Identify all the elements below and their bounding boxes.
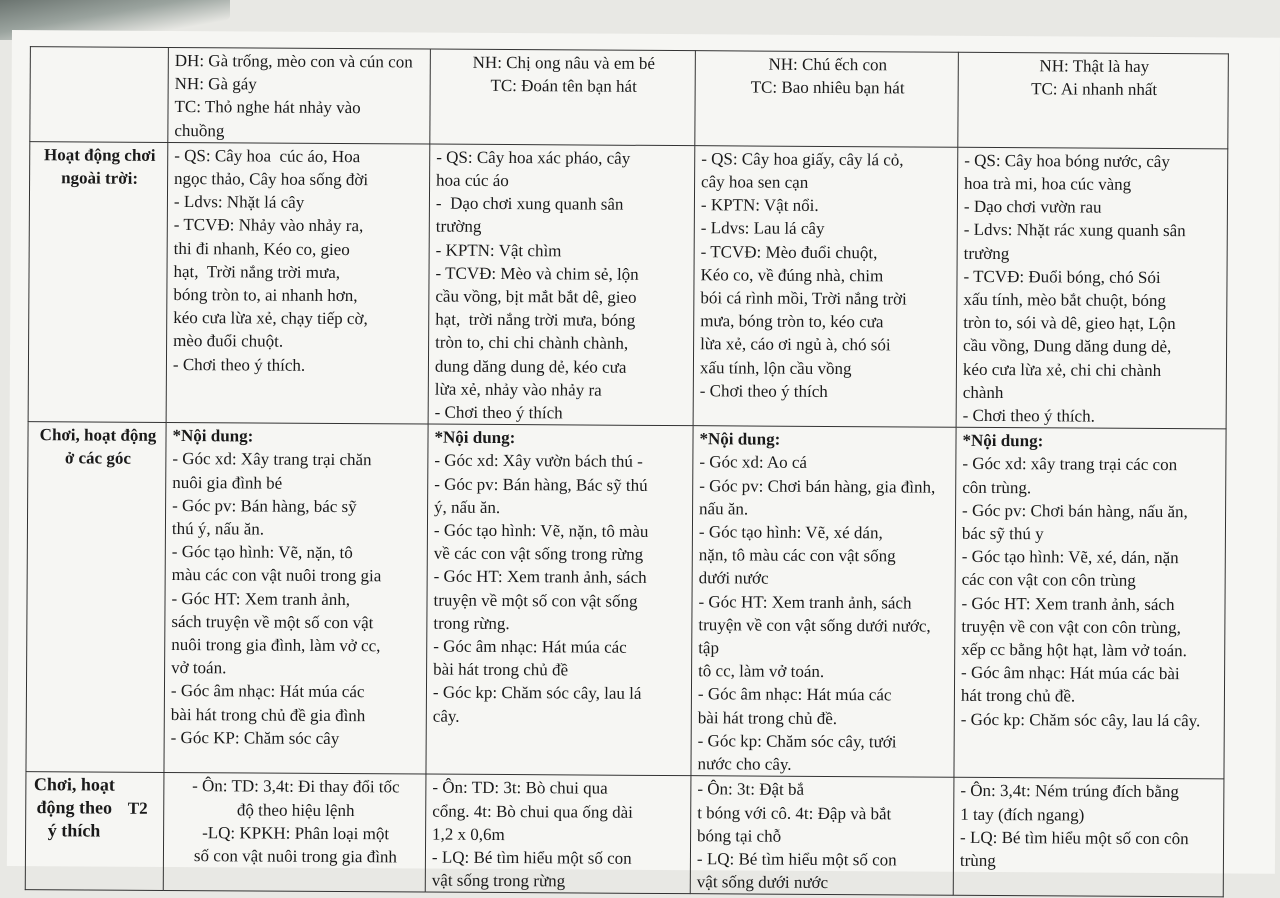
cell-line: *Nội dung: — [434, 427, 516, 448]
cell-line: chuồng — [174, 120, 225, 140]
cell-line: - QS: Cây hoa giấy, cây lá cỏ, — [701, 149, 904, 170]
cell-line: ý, nấu ăn. — [434, 497, 501, 517]
cell-line: - Góc âm nhạc: Hát múa các — [697, 684, 892, 705]
cell-learning-col2 — [425, 774, 691, 894]
cell-line: 1,2 x 0,6m — [432, 824, 505, 844]
cell-line: nuôi trong gia đình, làm vở cc, — [171, 635, 381, 656]
cell-line: côn trùng. — [962, 477, 1032, 497]
cell-line: ngọc thảo, Cây hoa sống đời — [174, 169, 369, 190]
cell-outdoor-col2 — [428, 144, 695, 426]
day-label: T2 — [127, 798, 148, 819]
cell-line: - Góc tạo hình: Vẽ, xé dán, — [698, 522, 883, 543]
cell-line: mưa, bóng tròn to, kéo cưa — [700, 311, 884, 332]
cell-line: t bóng với cô. 4t: Đập và bắt — [697, 802, 892, 823]
cell-line: bài hát trong chủ đề gia đình — [170, 704, 366, 725]
cell-line: - Chơi theo ý thích — [699, 381, 828, 401]
cell-line: *Nội dung: — [172, 426, 254, 446]
cell-line: vật sống trong rừng — [431, 870, 566, 891]
cell-line: - QS: Cây hoa bóng nước, cây — [964, 150, 1170, 171]
cell-line: cổng. 4t: Bò chui qua ống dài — [432, 801, 633, 822]
cell-line: - Góc âm nhạc: Hát múa các bài — [961, 663, 1180, 684]
row-label-empty — [30, 47, 169, 143]
row-label-learning: Chơi, hoạt động theo ý thích — [33, 774, 115, 841]
cell-line: - Ôn: 3t: Đật bắ — [697, 779, 805, 800]
cell-line: sách truyện về một số con vật — [171, 611, 374, 633]
cell-line: *Nội dung: — [962, 431, 1044, 451]
cell-line: - Ôn: 3,4t: Ném trúng đích bằng — [960, 781, 1180, 802]
cell-line: số con vật nuôi trong gia đình — [193, 846, 398, 867]
cell-line: - Dạo chơi vườn rau — [963, 197, 1102, 217]
cell-outdoor-col1 — [166, 142, 430, 424]
cell-line: - LQ: Bé tìm hiểu một số con côn — [960, 827, 1189, 848]
cell-line: thú ý, nấu ăn. — [171, 519, 265, 539]
cell-line: - TCVĐ: Mèo và chim sẻ, lộn — [435, 263, 639, 284]
cell-outdoor-col3 — [693, 145, 958, 427]
cell-line: NH: Chú ếch con — [768, 54, 888, 75]
cell-line: - Góc âm nhạc: Hát múa các — [170, 681, 365, 702]
cell-line: truyện về con vật sống dưới nước, tập — [698, 615, 936, 658]
cell-corners-col4 — [954, 428, 1226, 780]
cell-corners-col2 — [426, 424, 693, 776]
cell-line: - TCVĐ: Đuổi bóng, chó Sói — [963, 266, 1161, 287]
cell-line: - TCVĐ: Nhảy vào nhảy ra, — [173, 215, 364, 236]
cell-line: - Góc kp: Chăm sóc cây, lau lá cây. — [960, 709, 1201, 730]
lesson-plan-table — [25, 46, 1229, 898]
cell-line: truyện về một số con vật sống — [433, 590, 638, 611]
cell-line: các con vật con côn trùng — [961, 570, 1136, 591]
cell-line: - QS: Cây hoa cúc áo, Hoa — [174, 145, 361, 166]
cell-line: cây hoa sen cạn — [701, 172, 809, 192]
cell-line: nước cho cây. — [697, 754, 792, 774]
paper-sheet — [7, 30, 1280, 893]
cell-line: lừa xẻ, cáo ơi ngủ à, chó sói — [700, 334, 891, 355]
cell-line: - Góc kp: Chăm sóc cây, tưới — [697, 731, 897, 752]
cell-line: - Chơi theo ý thích. — [962, 405, 1095, 426]
cell-line: lừa xẻ, nhảy vào nhảy ra — [434, 379, 602, 400]
cell-corners-col1 — [164, 423, 428, 775]
cell-line: kéo cưa lừa xẻ, chi chi chành — [962, 359, 1162, 380]
cell-line: kéo cưa lừa xẻ, chạy tiếp cờ, — [173, 308, 368, 329]
table-row-corners — [26, 422, 1226, 779]
cell-line: nuôi gia đình bé — [172, 472, 283, 493]
cell-line: nặn, tô màu các con vật sống — [698, 545, 896, 566]
cell-line: truyện về con vật con côn trùng, — [961, 616, 1181, 638]
cell-line: nấu ăn. — [699, 499, 749, 519]
cell-line: - Góc kp: Chăm sóc cây, lau lá — [432, 683, 642, 704]
cell-line: NH: Thật là hay — [1039, 56, 1150, 76]
cell-line: hoa trà mi, hoa cúc vàng — [964, 173, 1132, 194]
cell-line: - Ldvs: Nhặt lá cây — [173, 192, 305, 213]
cell-line: - Góc pv: Chơi bán hàng, gia đình, — [699, 475, 936, 497]
cell-learning-col3 — [690, 776, 954, 896]
cell-learning-col4 — [953, 778, 1224, 898]
cell-line: - QS: Cây hoa xác pháo, cây — [436, 147, 631, 168]
row-label-outdoor: Hoạt động chơi ngoài trời: — [28, 141, 168, 422]
cell-line: bài hát trong chủ đề. — [697, 707, 838, 728]
cell-line: tròn to, sói và dê, gieo hạt, Lộn — [963, 313, 1176, 334]
cell-line: - Góc HT: Xem tranh ảnh, sách — [961, 593, 1175, 614]
cell-outdoor-col4 — [956, 147, 1228, 429]
cell-line: - Góc tạo hình: Vẽ, xé, dán, nặn — [961, 547, 1179, 568]
cell-line: vật sống dưới nước — [696, 872, 829, 893]
cell-line: bói cá rình mồi, Trời nắng trời — [700, 288, 907, 309]
cell-line: dưới nước — [698, 568, 769, 589]
cell-line: - Góc HT: Xem tranh ảnh, sách — [433, 567, 647, 588]
cell-line: - Góc âm nhạc: Hát múa các — [433, 636, 627, 657]
cell-line: - LQ: Bé tìm hiểu một số con — [431, 847, 632, 868]
cell-line: xếp cc bằng hột hạt, làm vở toán. — [961, 639, 1187, 661]
cell-line: xấu tính, lộn cầu vồng — [699, 357, 852, 378]
cell-line: - Góc KP: Chăm sóc cây — [170, 727, 340, 748]
cell-line: - KPTN: Vật chìm — [435, 240, 562, 260]
cell-line: vở toán. — [171, 658, 227, 678]
cell-line: trong rừng. — [433, 613, 510, 633]
cell-line: độ theo hiệu lệnh — [236, 799, 355, 820]
cell-line: hoa cúc áo — [436, 170, 509, 191]
cell-stories-col2 — [430, 49, 696, 145]
row-label-learning-cell — [25, 772, 164, 891]
cell-line: - Góc pv: Bán hàng, bác sỹ — [172, 495, 357, 516]
cell-line: - Góc HT: Xem tranh ảnh, — [171, 588, 351, 609]
cell-line: hát trong chủ đề. — [960, 686, 1076, 706]
cell-line: DH: Gà trống, mèo con và cún con — [174, 50, 413, 72]
cell-stories-col1 — [168, 47, 431, 143]
cell-line: - Góc xd: Ao cá — [699, 452, 808, 473]
cell-line: - Góc tạo hình: Vẽ, nặn, tô màu — [433, 520, 649, 541]
cell-line: TC: Bao nhiêu bạn hát — [750, 77, 905, 98]
cell-corners-col3 — [691, 426, 956, 778]
cell-line: - Ôn: TD: 3,4t: Đi thay đổi tốc — [192, 776, 400, 797]
cell-line: - Góc pv: Bán hàng, Bác sỹ thú — [434, 474, 648, 495]
cell-line: TC: Thỏ nghe hát nhảy vào — [174, 97, 361, 118]
cell-stories-col3 — [695, 51, 959, 147]
cell-line: tròn to, chi chi chành chành, — [435, 333, 629, 354]
cell-line: - LQ: Bé tìm hiểu một số con — [696, 849, 897, 870]
cell-line: cầu vồng, bịt mắt bắt dê, gieo — [435, 286, 637, 307]
cell-line: thi đi nhanh, Kéo co, gieo — [173, 238, 350, 259]
cell-line: - Chơi theo ý thích — [434, 402, 563, 423]
cell-line: cây. — [432, 706, 460, 726]
cell-line: - Góc xd: Xây trang trại chăn — [172, 449, 372, 470]
cell-line: bài hát trong chủ đề — [433, 659, 569, 680]
cell-line: - KPTN: Vật nổi. — [700, 195, 819, 216]
cell-line: - Ldvs: Nhặt rác xung quanh sân — [963, 220, 1186, 241]
cell-line: TC: Đoán tên bạn hát — [490, 76, 637, 97]
cell-line: -LQ: KPKH: Phân loại một — [202, 822, 390, 844]
cell-line: - Góc xd: Xây vườn bách thú - — [434, 451, 643, 472]
cell-line: về các con vật sống trong rừng — [433, 543, 644, 565]
cell-line: - Góc xd: xây trang trại các con — [962, 454, 1178, 475]
table-row-outdoor — [28, 141, 1228, 429]
row-label-corners: Chơi, hoạt động ở các góc — [26, 422, 166, 773]
cell-line: - TCVĐ: Mèo đuổi chuột, — [700, 241, 878, 262]
cell-line: - Góc tạo hình: Vẽ, nặn, tô — [171, 542, 353, 563]
cell-line: *Nội dung: — [699, 429, 781, 449]
cell-line: màu các con vật nuôi trong gia — [171, 565, 382, 586]
cell-line: - Ldvs: Lau lá cây — [700, 218, 825, 239]
cell-line: bóng tròn to, ai nhanh hơn, — [173, 285, 358, 306]
cell-line: - Góc HT: Xem tranh ảnh, sách — [698, 591, 912, 613]
cell-line: tô cc, làm vở toán. — [698, 661, 825, 682]
cell-line: trường — [963, 243, 1010, 263]
cell-line: mèo đuổi chuột. — [173, 331, 284, 352]
cell-line: - Góc pv: Chơi bán hàng, nấu ăn, — [962, 500, 1188, 522]
cell-line: hạt, Trời nắng trời mưa, — [173, 261, 341, 282]
cell-line: NH: Chị ong nâu và em bé — [472, 52, 655, 73]
cell-line: bóng tại chỗ — [697, 825, 782, 846]
cell-line: - Chơi theo ý thích. — [172, 354, 306, 375]
cell-line: - Dạo chơi xung quanh sân — [435, 193, 624, 214]
table-row-learning — [25, 772, 1224, 897]
cell-line: trùng — [959, 850, 996, 870]
cell-line: chành — [962, 382, 1004, 402]
cell-line: xấu tính, mèo bắt chuột, bóng — [963, 289, 1166, 311]
cell-learning-col1 — [163, 773, 426, 893]
cell-line: Kéo co, về đúng nhà, chim — [700, 265, 884, 286]
cell-line: 1 tay (đích ngang) — [960, 804, 1085, 825]
cell-line: dung dăng dung dẻ, kéo cưa — [434, 356, 627, 377]
cell-line: cầu vồng, Dung dăng dung dẻ, — [963, 336, 1172, 357]
cell-line: NH: Gà gáy — [174, 74, 257, 94]
cell-line: trường — [435, 217, 482, 237]
cell-stories-col4 — [958, 52, 1229, 148]
table-row-stories — [30, 47, 1229, 149]
cell-line: bác sỹ thú y — [961, 523, 1044, 544]
cell-line: - Ôn: TD: 3t: Bò chui qua — [432, 777, 608, 798]
cell-line: hạt, trời nắng trời mưa, bóng — [435, 309, 636, 331]
cell-line: TC: Ai nhanh nhất — [1031, 79, 1158, 100]
